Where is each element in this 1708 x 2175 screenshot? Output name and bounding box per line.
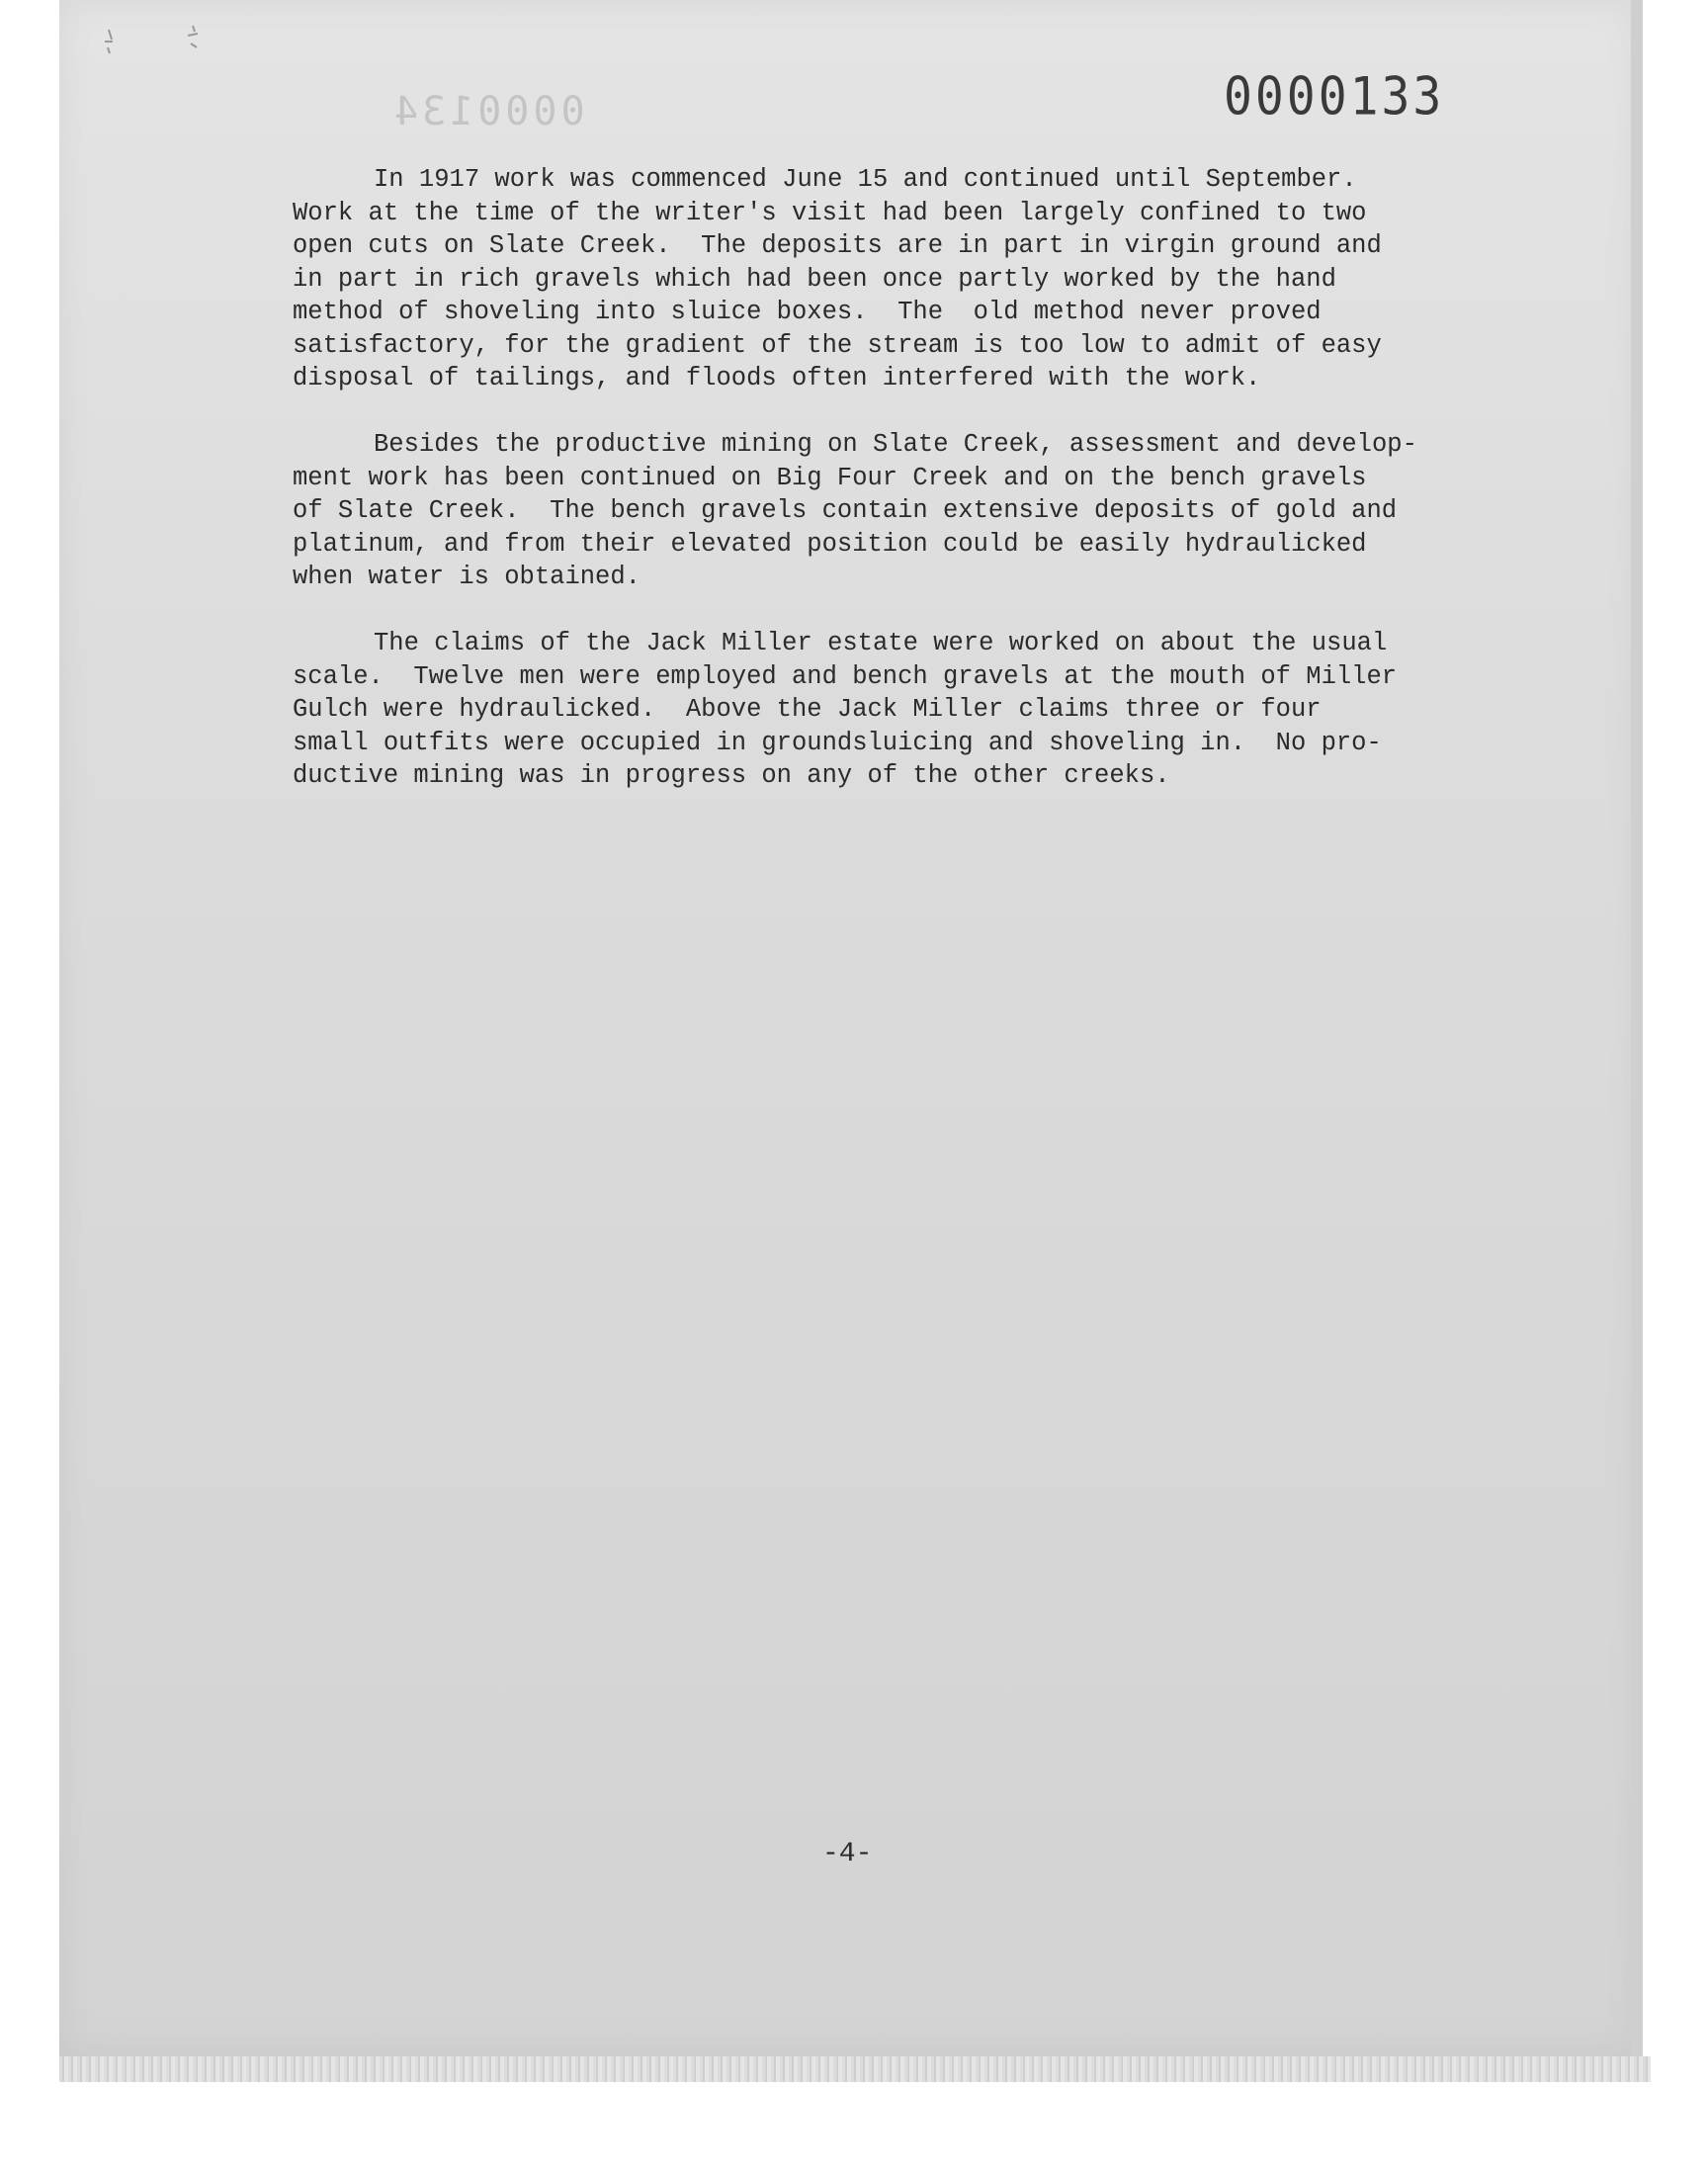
paragraph-1 xyxy=(293,163,1528,395)
document-number: 0000133 xyxy=(1224,66,1445,128)
text-line: scale. Twelve men were employed and bench gravels at the mouth of Miller xyxy=(293,661,1398,691)
text-line: in part in rich gravels which had been once partly worked by the hand xyxy=(293,264,1336,294)
text-line: small outfits were occupied in groundsluicing and shoveling in. No pro- xyxy=(293,728,1382,757)
text-line: platinum, and from their elevated position could be easily hydraulicked xyxy=(293,529,1367,559)
text-line: In 1917 work was commenced June 15 and continued until September. xyxy=(374,165,1357,194)
text-line: ductive mining was in progress on any of the other creeks. xyxy=(293,761,1170,790)
text-line: Besides the productive mining on Slate Creek, assessment and develop- xyxy=(374,430,1417,459)
text-line: disposal of tailings, and floods often interfered with the work. xyxy=(293,364,1261,392)
paragraph-2 xyxy=(293,428,1528,594)
page-number: -4- xyxy=(822,1839,873,1870)
text-line: satisfactory, for the gradient of the stream is too low to admit of easy xyxy=(293,330,1382,360)
scan-edge-strip xyxy=(59,2056,1651,2082)
ghost-stamp-number: 0000134 xyxy=(390,89,585,134)
text-line: open cuts on Slate Creek. The deposits are in part in virgin ground and xyxy=(293,231,1382,260)
text-line: The claims of the Jack Miller estate were worked on about the usual xyxy=(374,629,1388,657)
text-line: Gulch were hydraulicked. Above the Jack Miller claims three or four xyxy=(293,695,1322,724)
text-line: ment work has been continued on Big Four Creek and on the bench gravels xyxy=(293,463,1367,492)
body-text xyxy=(293,163,1528,826)
paragraph-3 xyxy=(293,627,1528,793)
text-line: when water is obtained. xyxy=(293,563,640,591)
text-line: of Slate Creek. The bench gravels contain extensive deposits of gold and xyxy=(293,496,1398,525)
page-edge xyxy=(1631,0,1643,2056)
text-line: method of shoveling into sluice boxes. The old method never proved xyxy=(293,298,1322,326)
text-line: Work at the time of the writer's visit had been largely confined to two xyxy=(293,198,1367,227)
scan-specks xyxy=(99,22,217,71)
